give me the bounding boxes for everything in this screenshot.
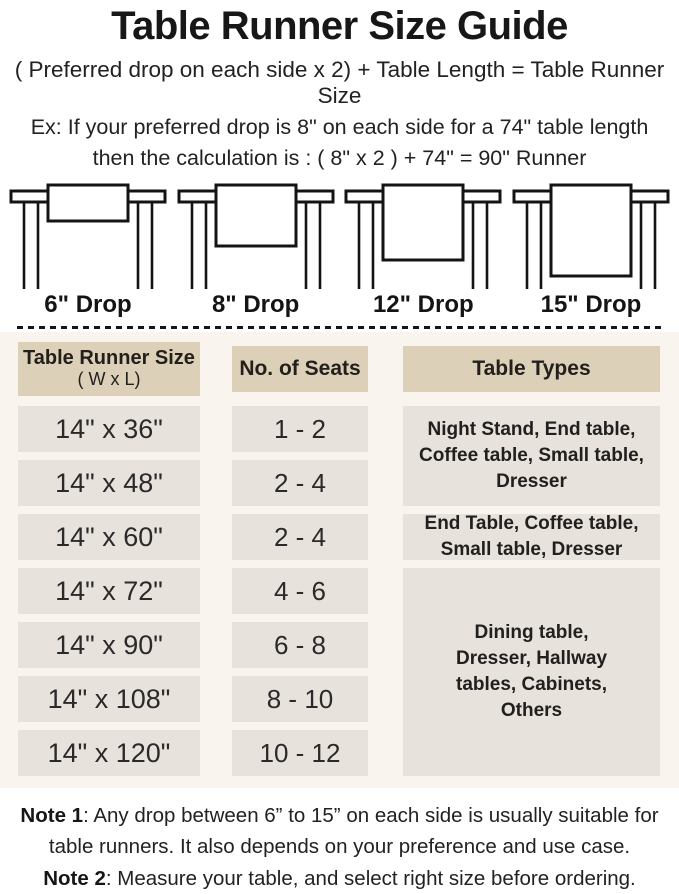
note-2 [8,864,672,894]
types-cell-medium-tables [403,514,660,560]
drop-label-8in: 8" Drop [176,291,336,319]
note-1-label: Note 1 [20,804,83,827]
size-guide-page [0,4,679,894]
column-seats [232,342,368,776]
notes-section [8,801,672,894]
types-cell-large-tables [403,568,660,776]
header-runner-size-title: Table Runner Size [23,347,195,369]
size-table-band [0,332,679,788]
table-runner-15in-drop-icon [511,183,671,289]
seats-cell-row7: 10 - 12 [232,730,368,776]
seats-cell-row4: 4 - 6 [232,568,368,614]
header-runner-size-subtitle: ( W x L) [78,369,141,391]
drop-label-15in: 15" Drop [511,291,671,319]
size-cell-14x108: 14" x 108" [18,676,200,722]
size-cell-14x36: 14" x 36" [18,406,200,452]
drop-label-6in: 6" Drop [8,291,168,319]
example-line-2: then the calculation is : ( 8" x 2 ) + 74" = 90" Runner [0,146,679,171]
note-2-label: Note 2 [43,867,106,890]
table-runner-8in-drop-icon [176,183,336,289]
seats-cell-row6: 8 - 10 [232,676,368,722]
seats-cell-row5: 6 - 8 [232,622,368,668]
formula-text: ( Preferred drop on each side x 2) + Table Length = Table Runner Size [0,57,679,109]
size-cell-14x48: 14" x 48" [18,460,200,506]
size-table [18,342,660,776]
types-cell-small-tables-text: Night Stand, End table, Coffee table, Small table, Dresser [418,417,646,496]
drop-illustrations [0,177,679,289]
types-cell-medium-tables-text: End Table, Coffee table, Small table, Dresser [418,511,646,563]
size-cell-14x60: 14" x 60" [18,514,200,560]
seats-cell-row3: 2 - 4 [232,514,368,560]
dashed-divider [17,326,662,329]
types-cell-small-tables [403,406,660,506]
column-table-types [403,342,660,776]
drop-label-12in: 12" Drop [343,291,503,319]
note-1 [8,801,672,863]
example-line-1: Ex: If your preferred drop is 8" on each side for a 74" table length [0,115,679,140]
seats-cell-row2: 2 - 4 [232,460,368,506]
size-cell-14x72: 14" x 72" [18,568,200,614]
size-cell-14x90: 14" x 90" [18,622,200,668]
table-runner-12in-drop-icon [343,183,503,289]
header-runner-size [18,342,200,396]
note-1-text: : Any drop between 6” to 15” on each side is usually suitable for table runners. It also depends on your preference and use case. [49,804,659,858]
page-title: Table Runner Size Guide [0,4,679,49]
note-2-text: : Measure your table, and select right size before ordering. [106,867,636,890]
header-seats: No. of Seats [232,346,368,392]
column-runner-size [18,342,200,776]
drop-labels-row [0,291,679,319]
types-cell-large-tables-text: Dining table, Dresser, Hallway tables, Cabinets, Others [437,620,627,725]
seats-cell-row1: 1 - 2 [232,406,368,452]
header-table-types: Table Types [403,346,660,392]
size-cell-14x120: 14" x 120" [18,730,200,776]
table-runner-6in-drop-icon [8,183,168,289]
